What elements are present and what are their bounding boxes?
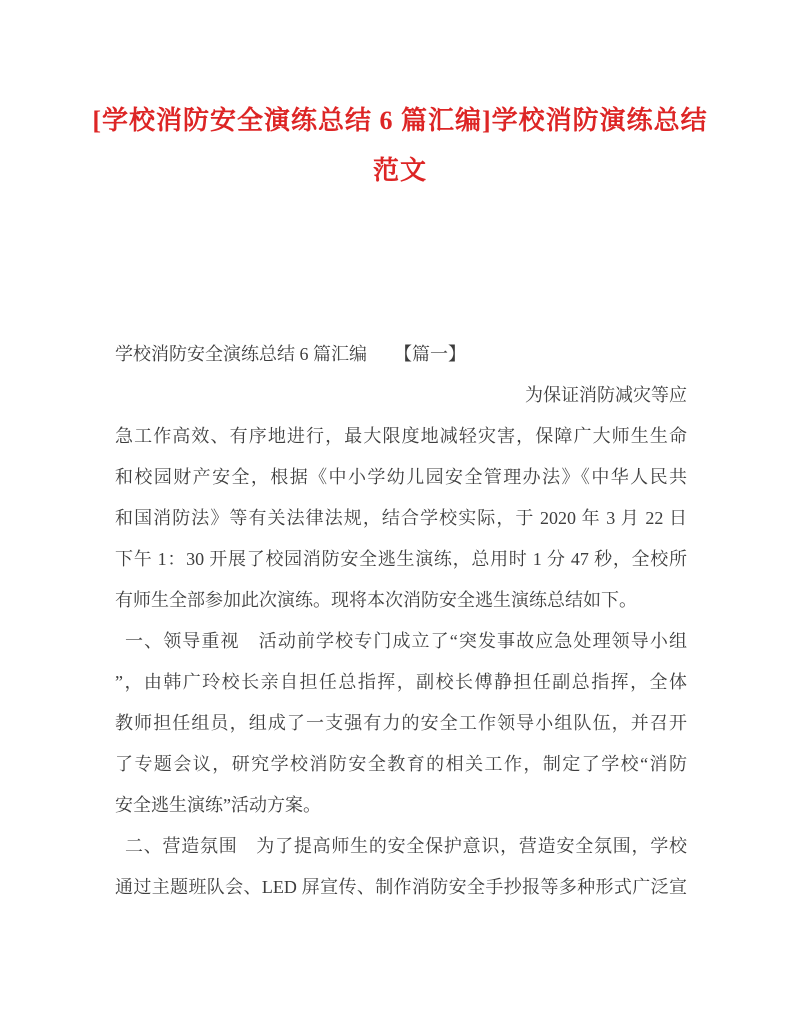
- body-line: 急工作高效、有序地进行，最大限度地减轻灾害，保障广大师生生命: [115, 426, 687, 446]
- body-line: 安全逃生演练”活动方案。: [115, 795, 321, 815]
- body-line: 通过主题班队会、LED 屏宣传、制作消防安全手抄报等多种形式广泛宣: [115, 877, 687, 897]
- body-line: 有师生全部参加此次演练。现将本次消防安全逃生演练总结如下。: [115, 590, 637, 610]
- document-title: [0, 96, 800, 196]
- body-line: ”，由韩广玲校长亲自担任总指挥，副校长傅静担任副总指挥，全体: [115, 672, 687, 692]
- document-body: [115, 334, 687, 908]
- body-line-heading: 学校消防安全演练总结 6 篇汇编 【篇一】: [115, 344, 466, 364]
- title-line-2: 范文: [372, 156, 427, 185]
- body-line: 为保证消防减灾等应: [525, 385, 687, 405]
- body-line: 和校园财产安全，根据《中小学幼儿园安全管理办法》《中华人民共: [115, 467, 687, 487]
- body-line: 教师担任组员，组成了一支强有力的安全工作领导小组队伍，并召开: [115, 713, 687, 733]
- body-line: 和国消防法》等有关法律法规，结合学校实际，于 2020 年 3 月 22 日: [115, 508, 687, 528]
- title-line-1: [学校消防安全演练总结 6 篇汇编]学校消防演练总结: [92, 106, 708, 135]
- body-line-section-1: 一、领导重视 活动前学校专门成立了“突发事故应急处理领导小组: [125, 631, 687, 651]
- body-line-section-2: 二、营造氛围 为了提高师生的安全保护意识，营造安全氛围，学校: [125, 836, 687, 856]
- body-line: 下午 1：30 开展了校园消防安全逃生演练，总用时 1 分 47 秒，全校所: [115, 549, 687, 569]
- body-line: 了专题会议，研究学校消防安全教育的相关工作，制定了学校“消防: [115, 754, 687, 774]
